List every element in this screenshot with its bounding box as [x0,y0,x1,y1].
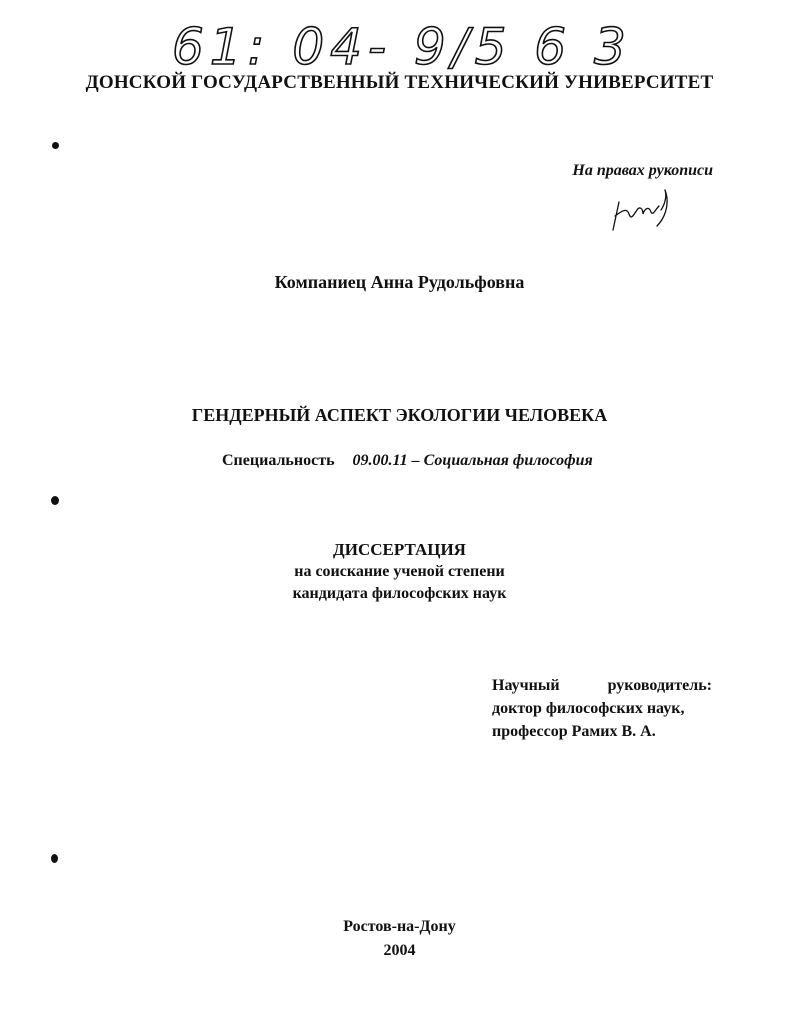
advisor-name: профессор Рамих В. А. [492,723,656,740]
author-name: Компаниец Анна Рудольфовна [274,272,525,292]
university-name: ДОНСКОЙ ГОСУДАРСТВЕННЫЙ ТЕХНИЧЕСКИЙ УНИВЕРСИТЕТ [85,72,714,93]
advisor-block [492,674,712,743]
specialty-label: Специальность [222,452,335,469]
specialty-line [222,452,593,470]
advisor-heading-word2: руководитель: [607,677,712,694]
handwritten-archive-code [168,8,632,78]
handwritten-code-text: 61: 04- 9/5 6 3 [172,18,632,76]
dissertation-title: ГЕНДЕРНЫЙ АСПЕКТ ЭКОЛОГИИ ЧЕЛОВЕКА [191,405,608,425]
specialty-value: 09.00.11 – Социальная философия [352,452,593,469]
advisor-heading [492,674,712,697]
manuscript-rights-note: На правах рукописи [572,162,713,179]
dissertation-purpose: на соискание ученой степени [294,563,505,580]
city: Ростов-на-Дону [343,918,456,935]
dissertation-type: ДИССЕРТАЦИЯ [333,540,466,559]
author-signature [605,186,685,236]
punch-hole-mark [52,142,59,149]
punch-hole-mark [51,496,59,505]
year: 2004 [383,942,416,959]
punch-hole-mark [51,854,58,863]
advisor-degree: доктор философских наук, [492,700,685,717]
dissertation-degree: кандидата философских наук [292,585,507,602]
advisor-heading-word1: Научный [492,677,560,694]
